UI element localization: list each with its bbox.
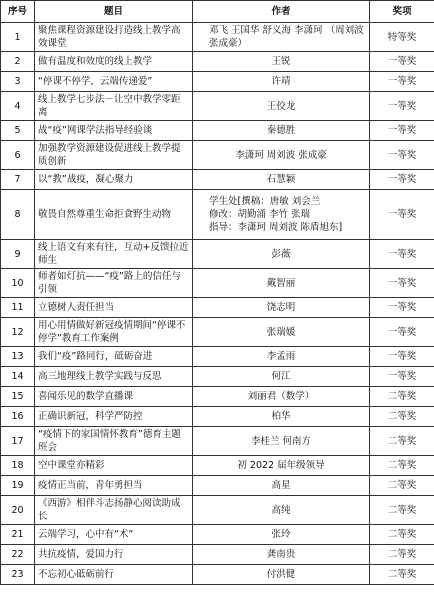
author-cell (193, 190, 370, 240)
table-row (1, 456, 434, 476)
award-level: 一等奖 (370, 141, 434, 170)
author-cell (193, 141, 370, 170)
author-cell (193, 367, 370, 387)
row-number: 12 (1, 318, 35, 347)
table-row (1, 347, 434, 367)
author-line: 李桂兰 何南方 (250, 435, 312, 447)
work-title (35, 298, 193, 318)
author-line: 王锐 (271, 56, 291, 67)
work-title (35, 141, 193, 170)
work-title (35, 52, 193, 72)
author-line: 学生处[撰稿：唐敏 刘会兰 (209, 196, 321, 207)
header-no: 序号 (1, 1, 35, 23)
work-title-text: 共抗疫情，爱国力行 (38, 549, 124, 560)
work-title (35, 407, 193, 427)
author-cell (193, 121, 370, 141)
author-cell (193, 427, 370, 456)
row-number: 7 (1, 170, 35, 190)
author-line: 高星 (271, 480, 291, 491)
author-cell (193, 347, 370, 367)
row-number: 8 (1, 190, 35, 240)
author-line: 龚南贵 (266, 549, 296, 560)
work-title-text: 立德树人责任担当 (38, 302, 115, 313)
table-row (1, 565, 434, 585)
work-title-text: 线上教学七步法－让空中教学零距离 (38, 94, 181, 118)
table-row (1, 141, 434, 170)
row-number: 22 (1, 545, 35, 565)
award-level: 二等奖 (370, 456, 434, 476)
author-line: 饶志明 (266, 302, 296, 313)
table-row (1, 476, 434, 496)
author-line: 张玲 (271, 529, 291, 540)
table-row (1, 427, 434, 456)
award-level: 二等奖 (370, 387, 434, 407)
work-title-text: “疫情下的家国情怀教育”德育主题班会 (38, 429, 181, 453)
work-title (35, 72, 193, 92)
award-level: 二等奖 (370, 427, 434, 456)
work-title-text: 云端学习，心中有“术” (38, 529, 134, 540)
row-number: 23 (1, 565, 35, 585)
author-line: 修改：胡勤涌 李竹 张瑞 (209, 209, 311, 220)
work-title (35, 496, 193, 525)
author-cell (193, 269, 370, 298)
table-row (1, 92, 434, 121)
work-title (35, 92, 193, 121)
award-level: 二等奖 (370, 476, 434, 496)
award-level: 一等奖 (370, 190, 434, 240)
work-title (35, 367, 193, 387)
author-line: 彭薇 (271, 248, 291, 260)
work-title-text: 敬畏自然尊重生命拒食野生动物 (38, 209, 172, 220)
row-number: 13 (1, 347, 35, 367)
award-level: 二等奖 (370, 545, 434, 565)
author-cell (193, 318, 370, 347)
work-title-text: 师者如灯抗——“疫”路上的信任与引领 (38, 271, 181, 295)
author-cell (193, 23, 370, 52)
table-row (1, 269, 434, 298)
author-cell (193, 545, 370, 565)
author-cell (193, 52, 370, 72)
award-level: 一等奖 (370, 269, 434, 298)
author-line: 何江 (271, 371, 291, 382)
work-title (35, 456, 193, 476)
author-cell (193, 298, 370, 318)
author-cell (193, 92, 370, 121)
row-number: 16 (1, 407, 35, 427)
work-title-text: 喜闻乐见的数学直播课 (38, 391, 134, 402)
header-award: 奖项 (370, 1, 434, 23)
award-level: 二等奖 (370, 496, 434, 525)
table-row (1, 190, 434, 240)
author-line: 石慧颖 (266, 174, 296, 185)
header-title: 题目 (35, 1, 193, 23)
author-cell (193, 170, 370, 190)
author-line: 李潇珂 周刘波 张成豪 (235, 149, 327, 161)
table-row (1, 52, 434, 72)
row-number: 6 (1, 141, 35, 170)
award-level: 特等奖 (370, 23, 434, 52)
header-row (1, 1, 434, 23)
author-line: 王佼龙 (266, 100, 296, 112)
award-level: 一等奖 (370, 347, 434, 367)
row-number: 14 (1, 367, 35, 387)
table-row (1, 72, 434, 92)
work-title (35, 545, 193, 565)
author-line: 刘丽君（数学） (247, 391, 315, 402)
author-cell (193, 240, 370, 269)
work-title-text: 不忘初心砥砺前行 (38, 569, 115, 580)
author-line: 指导：李潇珂 周刘波 陈盾旭东] (209, 222, 343, 233)
table-row (1, 407, 434, 427)
header-author: 作者 (193, 1, 370, 23)
work-title-text: 战“疫”网课学法指导经验谈 (38, 125, 153, 136)
author-line: 李孟雨 (266, 351, 296, 362)
work-title (35, 347, 193, 367)
row-number: 21 (1, 525, 35, 545)
award-level: 一等奖 (370, 240, 434, 269)
author-cell (193, 72, 370, 92)
work-title (35, 170, 193, 190)
work-title (35, 318, 193, 347)
row-number: 15 (1, 387, 35, 407)
award-level: 一等奖 (370, 170, 434, 190)
table-body (1, 23, 434, 585)
table-row (1, 387, 434, 407)
author-line: 张成豪） (209, 38, 248, 49)
work-title (35, 240, 193, 269)
work-title (35, 476, 193, 496)
author-line: 付洪健 (266, 569, 296, 580)
award-level: 一等奖 (370, 121, 434, 141)
row-number: 4 (1, 92, 35, 121)
author-line: 戴智丽 (266, 277, 296, 289)
author-cell (193, 387, 370, 407)
author-line: 许靖 (271, 76, 291, 87)
table-row (1, 545, 434, 565)
table-row (1, 367, 434, 387)
author-line: 邓飞 王国华 舒义海 李潇珂 （周刘波 (209, 25, 364, 36)
work-title-text: 疫情正当前，青年勇担当 (38, 480, 143, 491)
award-level: 一等奖 (370, 367, 434, 387)
work-title-text: 加强教学资源建设促进线上教学提质创新 (38, 143, 181, 167)
row-number: 20 (1, 496, 35, 525)
award-level: 一等奖 (370, 92, 434, 121)
work-title-text: 正确识新冠，科学严防控 (38, 411, 143, 422)
author-cell (193, 496, 370, 525)
table-row (1, 23, 434, 52)
work-title (35, 121, 193, 141)
row-number: 9 (1, 240, 35, 269)
award-level: 一等奖 (370, 298, 434, 318)
table-row (1, 496, 434, 525)
work-title-text: 我们“疫”路同行，砥砺奋进 (38, 351, 153, 362)
work-title-text: “停课不停学，云端传递爱” (38, 76, 153, 87)
work-title (35, 427, 193, 456)
row-number: 19 (1, 476, 35, 496)
work-title-text: 聚焦课程资源建设打造线上教学高效课堂 (38, 25, 181, 49)
row-number: 18 (1, 456, 35, 476)
work-title-text: 《西游》相伴斗志扬静心阅读助成长 (38, 498, 181, 522)
author-line: 秦德胜 (266, 125, 296, 136)
row-number: 17 (1, 427, 35, 456)
row-number: 3 (1, 72, 35, 92)
work-title-text: 空中课堂亦精彩 (38, 460, 105, 471)
author-cell (193, 565, 370, 585)
author-line: 柏华 (271, 411, 291, 422)
award-level: 一等奖 (370, 72, 434, 92)
work-title-text: 做有温度和效度的线上教学 (38, 56, 153, 67)
table-row (1, 318, 434, 347)
row-number: 2 (1, 52, 35, 72)
award-level: 一等奖 (370, 318, 434, 347)
table-header (1, 1, 434, 23)
row-number: 5 (1, 121, 35, 141)
table-row (1, 170, 434, 190)
work-title (35, 525, 193, 545)
table-row (1, 525, 434, 545)
table-row (1, 121, 434, 141)
work-title (35, 387, 193, 407)
work-title-text: 线上语文有来有往，互动+反馈拉近师生 (38, 242, 189, 266)
award-level: 二等奖 (370, 565, 434, 585)
author-cell (193, 476, 370, 496)
row-number: 10 (1, 269, 35, 298)
author-cell (193, 525, 370, 545)
row-number: 11 (1, 298, 35, 318)
award-level: 二等奖 (370, 407, 434, 427)
author-cell (193, 407, 370, 427)
author-line: 张瑞媛 (266, 326, 296, 338)
work-title (35, 269, 193, 298)
award-level: 一等奖 (370, 52, 434, 72)
author-line: 高纯 (271, 504, 291, 516)
work-title-text: 高三地理线上教学实践与反思 (38, 371, 162, 382)
table-row (1, 240, 434, 269)
work-title (35, 23, 193, 52)
work-title (35, 190, 193, 240)
author-cell (193, 456, 370, 476)
author-line: 初 2022 届年级领导 (237, 460, 325, 471)
work-title-text: 用心用情做好新冠疫情期间“停课不停学”教育工作案例 (38, 320, 186, 344)
work-title (35, 565, 193, 585)
award-level: 二等奖 (370, 525, 434, 545)
row-number: 1 (1, 23, 35, 52)
work-title-text: 以“教”战疫，凝心聚力 (38, 174, 134, 185)
table-row (1, 298, 434, 318)
